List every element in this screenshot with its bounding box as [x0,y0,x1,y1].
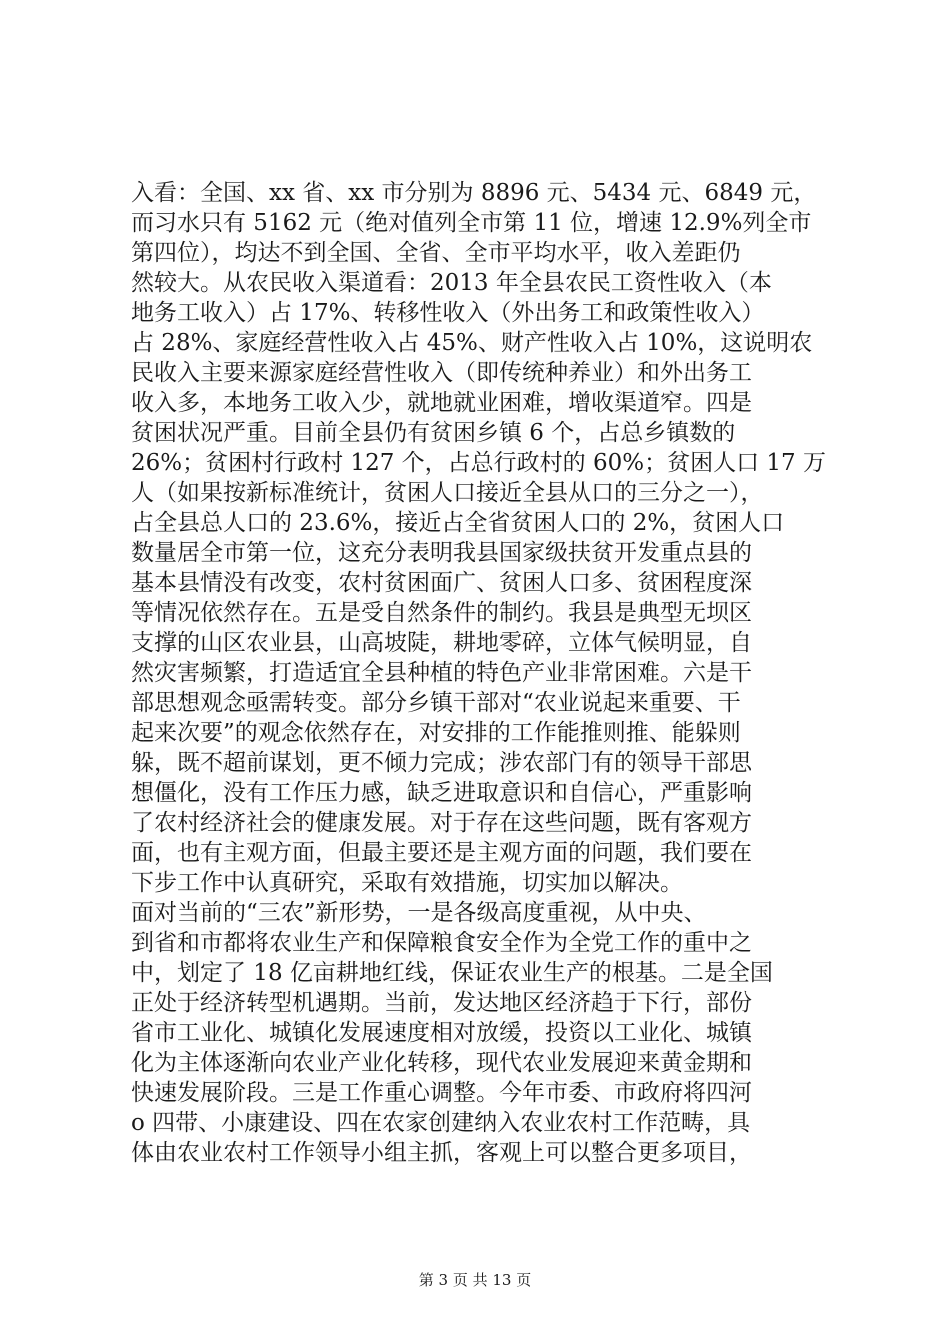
text-line: o 四带、小康建设、四在农家创建纳入农业农村工作范畴，具 [131,1110,751,1136]
text-line: 人（如果按新标准统计，贫困人口接近全县从口的三分之一）， [131,480,764,506]
text-line: 正处于经济转型机遇期。当前，发达地区经济趋于下行，部份 [131,990,752,1016]
text-line: 收入多，本地务工收入少，就地就业困难，增收渠道窄。四是 [131,390,752,416]
text-line: 躲，既不超前谋划，更不倾力完成；涉农部门有的领导干部思 [131,750,752,776]
text-line: 面，也有主观方面，但最主要还是主观方面的问题，我们要在 [131,840,752,866]
text-line: 了农村经济社会的健康发展。对于存在这些问题，既有客观方 [131,810,752,836]
text-line: 第四位），均达不到全国、全省、全市平均水平，收入差距仍 [131,240,741,266]
page-footer: 第 3 页 共 13 页 [418,1271,532,1289]
text-line: 下步工作中认真研究，采取有效措施，切实加以解决。 [131,870,683,896]
text-line: 地务工收入）占 17%、转移性收入（外出务工和政策性收入） [131,300,765,326]
text-line: 中，划定了 18 亿亩耕地红线，保证农业生产的根基。二是全国 [131,960,773,986]
text-line: 部思想观念亟需转变。部分乡镇干部对“农业说起来重要、干 [131,690,741,716]
text-line: 支撑的山区农业县，山高坡陡，耕地零碎，立体气候明显，自 [131,630,752,656]
text-line: 占 28%、家庭经营性收入占 45%、财产性收入占 10%，这说明农 [131,330,813,356]
body-text [131,178,831,1168]
text-line: 占全县总人口的 23.6%，接近占全省贫困人口的 2%，贫困人口 [131,510,785,536]
text-line: 贫困状况严重。目前全县仍有贫困乡镇 6 个，占总乡镇数的 [131,420,736,446]
text-line: 快速发展阶段。三是工作重心调整。今年市委、市政府将四河 [131,1080,752,1106]
text-line: 想僵化，没有工作压力感，缺乏进取意识和自信心，严重影响 [131,780,752,806]
text-line: 数量居全市第一位，这充分表明我县国家级扶贫开发重点县的 [131,540,752,566]
text-line: 等情况依然存在。五是受自然条件的制约。我县是典型无坝区 [131,600,752,626]
text-line: 入看：全国、xx 省、xx 市分别为 8896 元、5434 元、6849 元， [131,180,817,206]
text-line: 26%；贫困村行政村 127 个，占总行政村的 60%；贫困人口 17 万 [131,450,826,476]
text-line: 然较大。从农民收入渠道看：2013 年全县农民工资性收入（本 [131,270,772,296]
text-line: 基本县情没有改变，农村贫困面广、贫困人口多、贫困程度深 [131,570,752,596]
text-line: 到省和市都将农业生产和保障粮食安全作为全党工作的重中之 [131,930,752,956]
text-line: 民收入主要来源家庭经营性收入（即传统种养业）和外出务工 [131,360,752,386]
text-line: 体由农业农村工作领导小组主抓，客观上可以整合更多项目， [131,1140,752,1166]
text-line: 省市工业化、城镇化发展速度相对放缓，投资以工业化、城镇 [131,1020,752,1046]
text-line: 然灾害频繁，打造适宜全县种植的特色产业非常困难。六是干 [131,660,752,686]
text-line: 化为主体逐渐向农业产业化转移，现代农业发展迎来黄金期和 [131,1050,752,1076]
text-line: 面对当前的“三农”新形势，一是各级高度重视，从中央、 [131,900,707,926]
text-line: 而习水只有 5162 元（绝对值列全市第 11 位，增速 12.9%列全市 [131,210,812,236]
text-line: 起来次要”的观念依然存在，对安排的工作能推则推、能躲则 [131,720,741,746]
